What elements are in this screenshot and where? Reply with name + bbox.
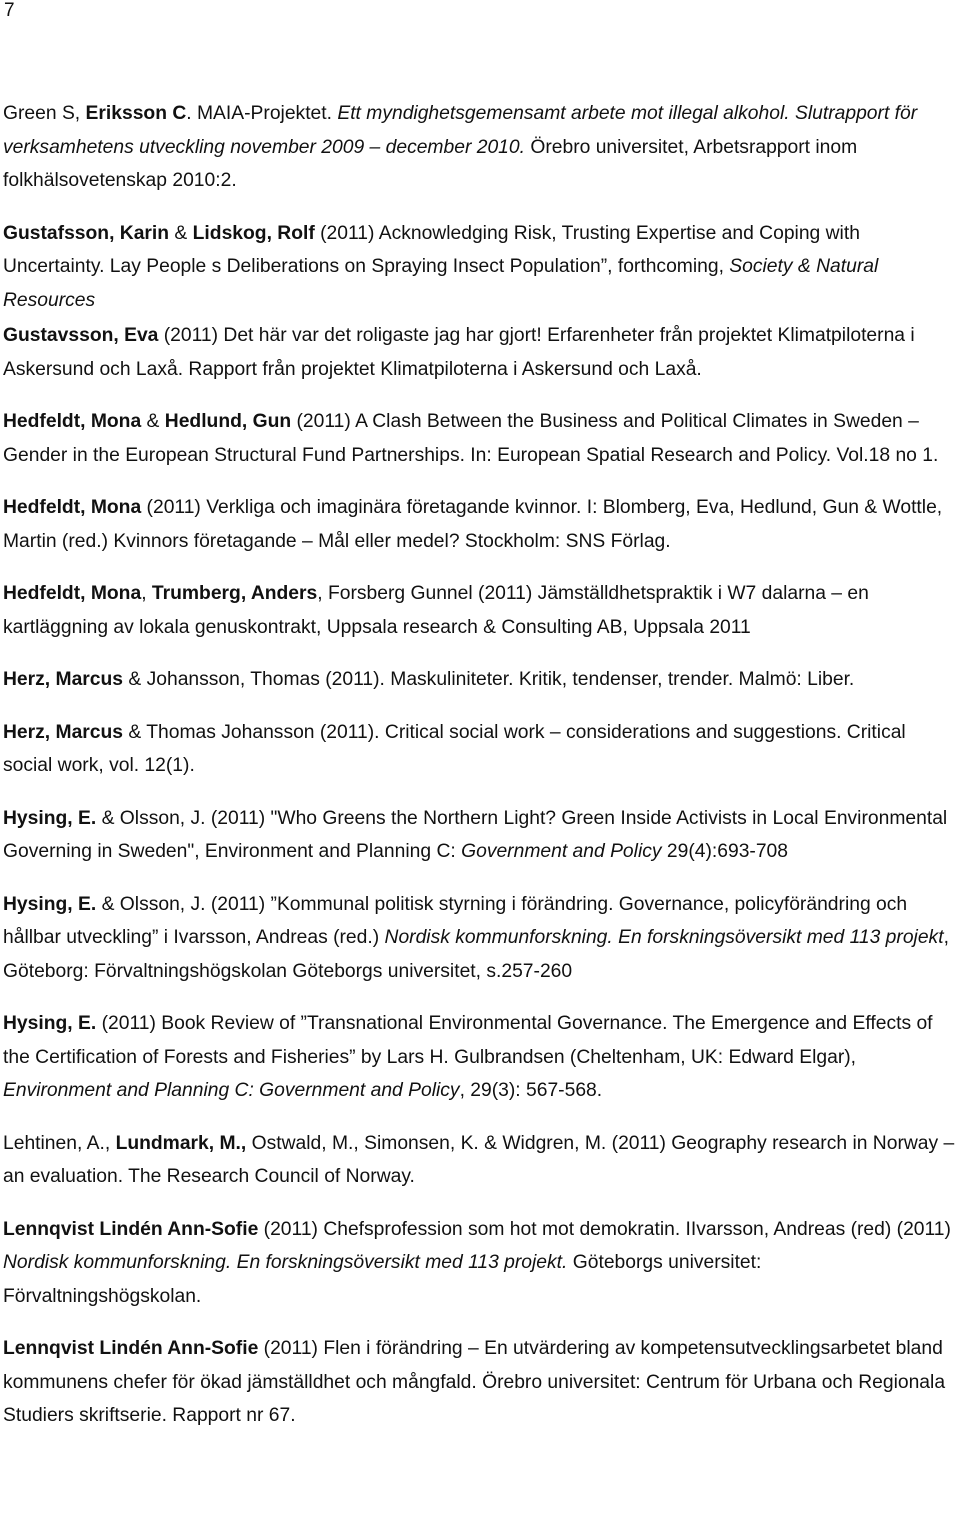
reference-text: & Johansson, Thomas (2011). Maskuliniteter. Kritik, tendenser, trender. Malmö: Liber. [123,669,855,690]
author-name: Lennqvist Lindén Ann-Sofie [3,1218,259,1240]
reference-text: (2011) Verkliga och imaginära företagande kvinnor. I: Blomberg, Eva, Hedlund, Gun & Wottle, Martin (red.) Kvinnors företagande – Mål eller medel? Stockholm: SNS Förlag. [3,497,943,552]
reference-entry-lehtinen-lundmark [3,1127,959,1194]
reference-text: (2011) Book Review of ”Transnational Environmental Governance. The Emergence and Effects of the Certification of Forests and Fisheries” by Lars H. Gulbrandsen (Cheltenham, UK: Edward Elgar), [3,1013,933,1068]
publication-title: Nordisk kommunforskning. En forskningsöversikt med 113 projekt [384,927,944,948]
publication-title: Slutrapport för verksamhetens utveckling november 2009 – december 2010. [3,103,918,158]
reference-text: (2011) Chefsprofession som hot mot demokratin. IIvarsson, Andreas (red) (2011) [258,1218,951,1240]
page-number: 7 [4,0,15,21]
author-name: Hedfeldt, Mona [3,411,142,432]
reference-text: Green S, [3,103,86,124]
author-name: Herz, Marcus [3,669,124,690]
reference-text: (2011) A Clash Between the Business and Political Climates in Sweden – Gender in the European Structural Fund Partnerships. In: European Spatial Research and Policy. Vol.18 no 1. [3,411,939,466]
author-name: Hysing, E. [3,893,97,915]
reference-entry-lennqvist-chefsprofession [3,1213,959,1314]
reference-entry-gustavsson-eva [3,319,959,386]
reference-text: . MAIA-Projektet. [186,103,338,124]
author-name: Gustafsson, Karin [3,222,170,244]
reference-entry-green-eriksson [3,97,959,198]
publication-title: Nordisk kommunforskning. En forskningsöversikt med 113 projekt. [3,1252,568,1273]
author-name: Eriksson C [85,103,187,124]
reference-text: & Olsson, J. (2011) "Who Greens the Northern Light? Green Inside Activists in Local Environmental Governing in Sweden", Environment and Planning C: [3,807,948,862]
author-name: Hedfeldt, Mona [3,497,142,518]
reference-entry-hysing-kommunal [3,888,959,989]
publication-title: Government and Policy [461,841,662,862]
reference-entry-hysing-northern-light [3,802,959,869]
reference-entry-lennqvist-flen [3,1332,959,1433]
publication-title: Environment and Planning C: Government and Policy [3,1080,460,1101]
author-name: Herz, Marcus [3,721,124,743]
reference-text: & Olsson, J. (2011) ”Kommunal politisk styrning i förändring. Governance, policyförändring och hållbar utveckling” i Ivarsson, Andreas (red.) [3,893,908,948]
reference-entry-herz-maskuliniteter [3,663,959,697]
publication-title: Ett myndighetsgemensamt arbete mot illegal alkohol. [337,103,790,124]
reference-text: Örebro universitet, Arbetsrapport inom folkhälsovetenskap 2010:2. [3,136,858,191]
reference-text: , Göteborg: Förvaltningshögskolan Göteborgs universitet, s.257-260 [3,927,949,982]
reference-text: & Thomas Johansson (2011). Critical social work – considerations and suggestions. Critical social work, vol. 12(1). [3,721,906,776]
reference-text: , 29(3): 567-568. [459,1080,603,1101]
reference-text: & [141,411,165,432]
author-name: Hysing, E. [3,1013,97,1034]
reference-text: Lehtinen, A., [3,1132,116,1154]
author-name: Trumberg, Anders [151,583,318,604]
author-name: Lennqvist Lindén Ann-Sofie [3,1338,259,1359]
reference-text: , Forsberg Gunnel (2011) Jämställdhetspraktik i W7 dalarna – en kartläggning av lokala genuskontrakt, Uppsala research & Consulting AB, Uppsala 2011 [3,583,869,638]
reference-text: Ostwald, M., Simonsen, K. & Widgren, M. (2011) Geography research in Norway – an evaluation. The Research Council of Norway. [3,1132,955,1187]
author-name: Gustavsson, Eva [3,325,159,346]
reference-entry-herz-critical [3,716,959,783]
author-name: Hedlund, Gun [164,411,292,432]
reference-entry-hedfeldt-trumberg [3,577,959,644]
author-name: Lidskog, Rolf [192,222,315,244]
reference-entry-hedfeldt-hedlund [3,405,959,472]
reference-text: (2011) Acknowledging Risk, Trusting Expertise and Coping with Uncertainty. Lay People s Deliberations on Spraying Insect Population”, forthcoming, [3,222,860,277]
reference-text: (2011) Det här var det roligaste jag har gjort! Erfarenheter från projektet Klimatpiloterna i Askersund och Laxå. Rapport från projektet Klimatpiloterna i Askersund och Laxå. [3,325,915,380]
reference-entry-hysing-book-review [3,1007,959,1108]
reference-entry-hedfeldt-verkliga [3,491,959,558]
author-name: Hedfeldt, Mona [3,583,142,604]
reference-text: & [169,222,193,244]
publication-title: Society & Natural Resources [3,256,879,311]
reference-text: Göteborgs universitet: Förvaltningshögskolan. [3,1252,762,1307]
author-name: Hysing, E. [3,807,97,829]
reference-text: (2011) Flen i förändring – En utvärdering av kompetensutvecklingsarbetet bland kommunens chefer för ökad jämställdhet och mångfald. Örebro universitet: Centrum för Urbana och Regionala Studiers skriftserie. Rapport nr 67. [3,1338,946,1426]
reference-entry-gustafsson-lidskog [3,217,959,318]
reference-text: , [141,583,152,604]
author-name: Lundmark, M., [115,1132,247,1154]
reference-text: 29(4):693-708 [661,841,789,862]
reference-list [3,97,959,1452]
